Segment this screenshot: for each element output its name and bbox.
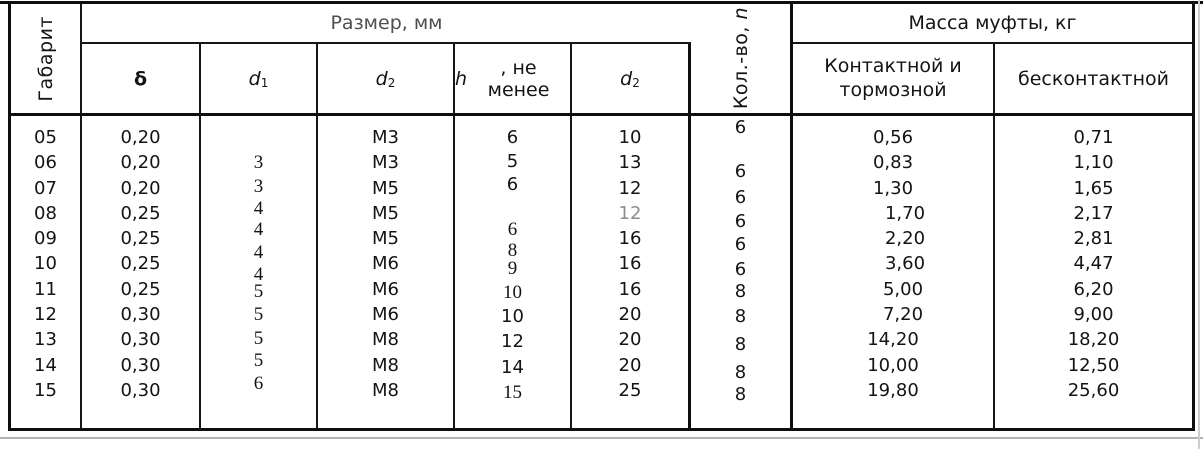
cell-d2t: М6 [372, 278, 399, 300]
cell-delta: 0,30 [120, 379, 161, 401]
cell-gabarit: 07 [34, 177, 57, 199]
cell-d2o: 20 [618, 329, 642, 351]
cell-kolvo: 6 [734, 259, 747, 281]
cell-d2o: 20 [618, 354, 642, 376]
cell-d2o: 16 [618, 253, 642, 275]
header-kolvo-n [691, 4, 793, 116]
cell-gabarit: 12 [34, 304, 57, 326]
body-col-mn [995, 116, 1192, 428]
cell-d2t: М5 [372, 202, 399, 224]
header-gabarit [11, 4, 82, 116]
body-col-d1 [201, 116, 318, 428]
body-col-mc [793, 116, 995, 428]
header-massa-noncontact [995, 44, 1192, 116]
cell-delta: 0,30 [120, 304, 161, 326]
header-razmer-mm [82, 4, 691, 44]
cell-delta: 0,20 [120, 177, 161, 199]
delta-symbol: δ [133, 67, 148, 90]
cell-h: 15 [503, 381, 522, 403]
cell-d1: 5 [253, 328, 264, 350]
header-massa-mufty [793, 4, 1192, 44]
cell-kolvo: 8 [734, 361, 747, 383]
cell-gabarit: 13 [34, 329, 57, 351]
cell-mc: 7,20 [882, 304, 924, 326]
header-kolvo-label [730, 7, 752, 109]
cell-h: 10 [503, 281, 522, 303]
bottom-rule [0, 437, 1203, 439]
cell-kolvo: 6 [734, 234, 747, 256]
cell-mc: 2,20 [884, 228, 926, 250]
cell-kolvo: 8 [734, 306, 747, 328]
cell-mn: 6,20 [1073, 278, 1114, 300]
cell-d1: 4 [253, 197, 264, 219]
body-col-kolvo [691, 116, 793, 428]
header-col-d1: d $_1$ [201, 44, 318, 116]
cell-gabarit: 06 [34, 152, 57, 174]
cell-mc: 10,00 [867, 354, 919, 376]
cell-mn: 2,17 [1073, 202, 1114, 224]
h-min-label: , не менее [487, 56, 550, 101]
cell-kolvo: 8 [734, 334, 747, 356]
cell-d1: 6 [253, 372, 264, 394]
cell-d2t: М3 [372, 152, 399, 174]
cell-h: 6 [507, 218, 518, 240]
cell-delta: 0,25 [120, 253, 161, 275]
cell-d2o: 12 [618, 177, 642, 199]
cell-d1: 3 [253, 176, 264, 198]
d1-letter: d [248, 67, 261, 90]
cell-d1: 5 [253, 280, 264, 302]
cell-d2o: 16 [618, 278, 642, 300]
cell-kolvo: 6 [734, 161, 747, 183]
cell-mc: 1,70 [884, 202, 926, 224]
cell-mc: 19,80 [867, 379, 919, 401]
cell-d2t: М6 [372, 253, 399, 275]
cell-kolvo: 8 [734, 280, 747, 302]
body-col-h [455, 116, 572, 428]
cell-gabarit: 15 [34, 379, 57, 401]
cell-mn: 0,71 [1073, 127, 1114, 148]
cell-mn: 18,20 [1067, 329, 1120, 351]
cell-d2o: 25 [618, 379, 642, 401]
cell-mn: 9,00 [1073, 304, 1114, 326]
header-col-h-min [455, 44, 572, 116]
right-edge-rule [1198, 0, 1200, 449]
cell-d2o: 13 [618, 152, 642, 174]
header-col-d2: d $_2$ [318, 44, 455, 116]
cell-kolvo: 8 [734, 383, 747, 405]
cell-delta: 0,20 [120, 127, 161, 148]
cell-mn: 4,47 [1073, 253, 1114, 275]
cell-d2o: 16 [618, 228, 642, 250]
cell-gabarit: 09 [34, 228, 57, 250]
cell-delta: 0,20 [120, 152, 161, 174]
cell-mn: 1,65 [1073, 177, 1114, 199]
cell-mn: 1,10 [1073, 152, 1114, 174]
body-col-d2o [572, 116, 691, 428]
cell-h: 8 [507, 240, 518, 262]
cell-gabarit: 05 [34, 127, 57, 148]
kolvo-text: Кол.-во, [729, 19, 752, 110]
cell-h: 6 [506, 173, 519, 195]
body-col-gabarit [11, 116, 82, 428]
cell-d1: 4 [253, 242, 264, 264]
cell-gabarit: 14 [34, 354, 57, 376]
kolvo-n-letter: n [729, 7, 752, 20]
cell-mn: 25,60 [1067, 379, 1120, 401]
cell-mc: 1,30 [872, 177, 914, 199]
cell-delta: 0,25 [120, 202, 161, 224]
cell-d1: 5 [253, 304, 264, 326]
body-col-delta [82, 116, 201, 428]
body-col-d2t [318, 116, 455, 428]
cell-gabarit: 11 [34, 278, 57, 300]
header-massa-contact [793, 44, 995, 116]
cell-gabarit: 08 [34, 202, 57, 224]
cell-d2t: М8 [372, 329, 399, 351]
cell-d2o: 20 [618, 304, 642, 326]
cell-delta: 0,30 [120, 354, 161, 376]
header-col-delta [82, 44, 201, 116]
cell-d2t: М8 [372, 354, 399, 376]
cell-h: 12 [501, 331, 524, 353]
d2-outer-letter: d [620, 67, 633, 90]
cell-d2t: М6 [372, 304, 399, 326]
cell-kolvo: 6 [734, 186, 747, 208]
header-gabarit-label: Габарит [34, 15, 57, 102]
cell-d2t: М5 [372, 228, 399, 250]
cell-d2o: 10 [618, 127, 642, 148]
cell-h: 6 [506, 127, 519, 148]
header-massa-contact-label: Контактной и тормозной [824, 54, 962, 101]
cell-d1: 3 [253, 152, 264, 173]
cell-mc: 0,83 [872, 152, 914, 174]
header-massa-label: Масса муфты, кг [908, 12, 1077, 34]
cell-h: 10 [501, 306, 524, 328]
d2-letter: d [375, 67, 388, 90]
cell-mn: 2,81 [1073, 228, 1114, 250]
cell-delta: 0,25 [120, 228, 161, 250]
cell-mc: 5,00 [882, 278, 924, 300]
cell-d2o: 12 [618, 202, 642, 224]
header-razmer-label: Размер, мм [330, 12, 443, 34]
cell-mn: 12,50 [1067, 354, 1120, 376]
cell-d2t: М3 [372, 127, 399, 148]
cell-kolvo: 6 [734, 210, 747, 232]
cell-d1: 4 [253, 218, 264, 240]
header-massa-noncontact-label: бесконтактной [1017, 67, 1170, 90]
cell-mc: 14,20 [867, 329, 919, 351]
cell-delta: 0,25 [120, 278, 161, 300]
cell-gabarit: 10 [34, 253, 57, 275]
cell-kolvo: 6 [734, 117, 747, 138]
header-col-d2-outer: d $_2$ [572, 44, 691, 116]
cell-d2t: М8 [372, 379, 399, 401]
cell-mc: 0,56 [872, 127, 914, 148]
cell-h: 5 [506, 151, 519, 173]
dimensions-mass-table [8, 1, 1195, 431]
cell-d2t: М5 [372, 177, 399, 199]
cell-d1: 4 [253, 264, 264, 286]
cell-delta: 0,30 [120, 329, 161, 351]
h-letter: h [455, 67, 468, 90]
cell-d1: 5 [253, 349, 264, 371]
cell-h: 9 [507, 258, 518, 280]
cell-h: 14 [501, 356, 524, 378]
cell-mc: 3,60 [884, 253, 926, 275]
